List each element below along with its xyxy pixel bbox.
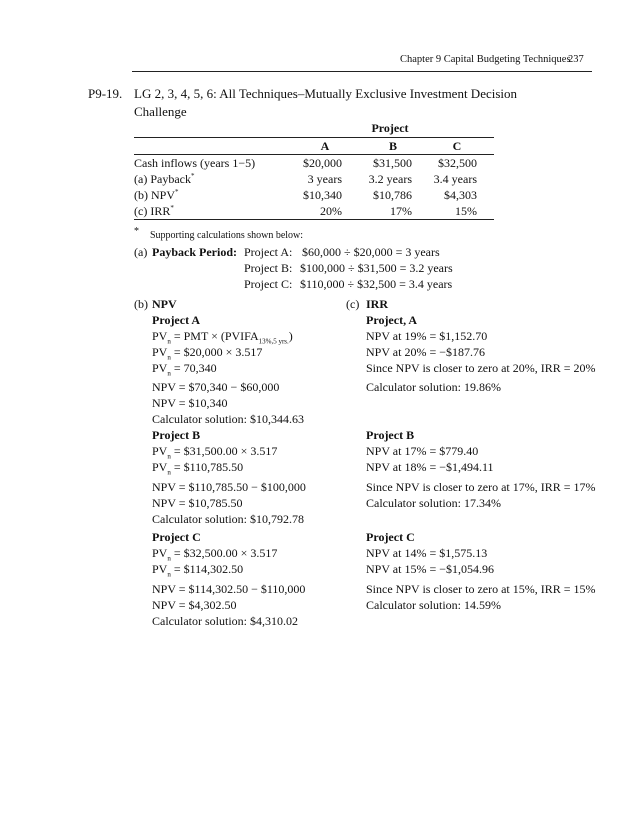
cell-b: $31,500 [373,156,412,170]
part-b-label: (b) [134,297,148,311]
irr-b-line1: NPV at 17% = $779.40 [366,444,479,458]
col-header-b: B [388,139,397,153]
cell-c: $32,500 [438,156,477,170]
payback-calc-b: $100,000 ÷ $31,500 = 3.2 years [300,261,453,275]
npv-b-line5: Calculator solution: $10,792.78 [152,512,304,526]
irr-title: IRR [366,297,389,311]
cell-c: $4,303 [444,188,477,202]
irr-project-a-title: Project, A [366,313,418,327]
footnote-mark: * [175,188,179,196]
irr-a-line2: NPV at 20% = −$187.76 [366,345,485,359]
payback-title: Payback Period: [152,245,237,259]
npv-b-line3: NPV = $110,785.50 − $100,000 [152,480,306,494]
payback-project-a: Project A: [244,245,293,259]
npv-title: NPV [152,297,177,311]
irr-b-line4: Calculator solution: 17.34% [366,496,501,510]
row-label: (a) Payback [134,172,191,186]
cell-a: $10,340 [303,188,342,202]
irr-c-line3: Since NPV is closer to zero at 15%, IRR = 15% [366,582,596,596]
part-a-label: (a) [134,245,148,259]
npv-a-line2: $PV_n$ = $20,000 × 3.517 [152,345,263,362]
npv-project-c-title: Project C [152,530,201,544]
part-c-label: (c) [346,297,360,311]
irr-project-b-title: Project B [366,428,415,442]
problem-level: Challenge [134,104,187,119]
col-header-c: C [452,139,462,153]
irr-project-c-title: Project C [366,530,415,544]
table-group-header: Project [371,121,409,135]
irr-b-line3: Since NPV is closer to zero at 17%, IRR = 17% [366,480,596,494]
payback-calc-a: $60,000 ÷ $20,000 = 3 years [302,245,440,259]
irr-a-line1: NPV at 19% = $1,152.70 [366,329,488,343]
npv-project-a-title: Project A [152,313,201,327]
chapter-header: Chapter 9 Capital Budgeting Techniques [400,54,571,65]
row-label: (b) NPV [134,188,175,202]
npv-a-line4: NPV = $70,340 − $60,000 [152,380,280,394]
npv-c-line3: NPV = $114,302.50 − $110,000 [152,582,306,596]
table-bottom-rule [134,219,494,220]
npv-project-b-title: Project B [152,428,201,442]
footnote-mark: * [134,226,139,237]
payback-calc-c: $110,000 ÷ $32,500 = 3.4 years [300,277,453,291]
page-number: 237 [568,54,584,65]
table-top-rule [134,137,494,138]
npv-b-line2: $PV_n$ = $110,785.50 [152,460,244,477]
cell-a: $20,000 [303,156,342,170]
payback-project-b: Project B: [244,261,293,275]
npv-c-line1: $PV_n$ = $32,500.00 × 3.517 [152,546,278,563]
payback-project-c: Project C: [244,277,293,291]
npv-a-line1: $PV_n$ = PMT × $(PVIFA_{13\%,5 yrs.})$ [152,329,293,346]
npv-a-line6: Calculator solution: $10,344.63 [152,412,304,426]
cell-b: $10,786 [373,188,412,202]
cell-c: 15% [455,204,477,218]
row-label: (c) IRR [134,204,171,218]
footnote-mark: * [170,204,174,212]
npv-b-line4: NPV = $10,785.50 [152,496,243,510]
irr-c-line4: Calculator solution: 14.59% [366,598,501,612]
npv-b-line1: $PV_n$ = $31,500.00 × 3.517 [152,444,278,461]
footnote-mark: * [190,172,195,180]
npv-c-line5: Calculator solution: $4,310.02 [152,614,298,628]
npv-c-line2: $PV_n$ = $114,302.50 [152,562,244,579]
cell-a: 3 years [307,172,342,186]
irr-b-line2: NPV at 18% = −$1,494.11 [366,460,494,474]
footnote-text: Supporting calculations shown below: [150,230,304,241]
npv-a-line5: NPV = $10,340 [152,396,228,410]
row-label: Cash inflows (years 1−5) [134,156,256,170]
header-rule [132,71,592,72]
irr-a-line3: Since NPV is closer to zero at 20%, IRR = 20% [366,361,596,375]
irr-a-line4: Calculator solution: 19.86% [366,380,501,394]
cell-a: 20% [320,204,342,218]
npv-a-line3: $PV_n = 70,340$ [152,361,217,378]
cell-b: 3.2 years [368,172,412,186]
cell-b: 17% [390,204,412,218]
problem-title: LG 2, 3, 4, 5, 6: All Techniques–Mutually Exclusive Investment Decision [134,86,518,101]
col-header-a: A [320,139,330,153]
table-header-rule [134,154,494,155]
problem-number: P9-19. [88,86,123,101]
npv-c-line4: NPV = $4,302.50 [152,598,237,612]
irr-c-line2: NPV at 15% = −$1,054.96 [366,562,494,576]
cell-c: 3.4 years [433,172,477,186]
irr-c-line1: NPV at 14% = $1,575.13 [366,546,488,560]
